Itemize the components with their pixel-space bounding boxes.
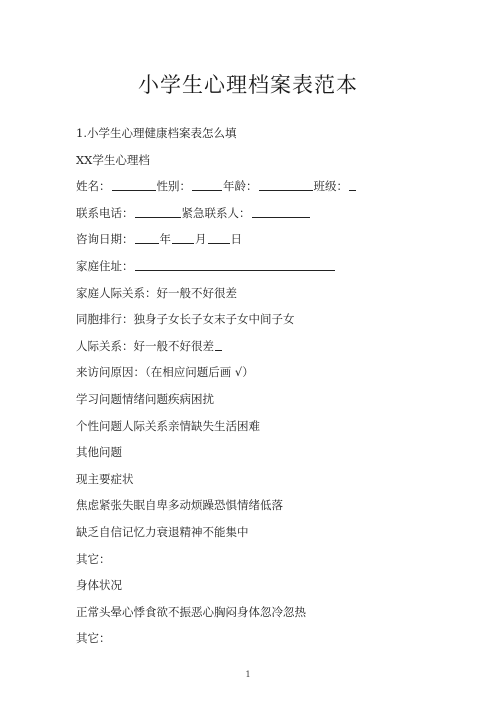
- interpersonal-blank: [215, 338, 222, 351]
- text-line: [76, 280, 436, 307]
- name-label: 姓名：: [76, 179, 111, 194]
- year-label: 年: [159, 232, 171, 247]
- symptom-options-1: 焦虑紧张失眠自卑多动烦躁恐惧情绪低落: [76, 498, 283, 513]
- symptoms-other: 其它：: [76, 551, 111, 566]
- address-label: 家庭住址：: [76, 258, 134, 273]
- page-number: 1: [245, 670, 251, 679]
- class-blank: [349, 178, 356, 191]
- phone-label: 联系电话：: [76, 205, 134, 220]
- reason-options-2: 个性问题人际关系亲情缺失生活困难: [76, 418, 260, 433]
- sibling-order: 同胞排行：独身子女长子女末子女中间子女: [76, 312, 295, 327]
- emergency-contact-label: 紧急联系人：: [181, 205, 251, 220]
- text-line: [76, 466, 436, 493]
- text-line: [76, 439, 436, 466]
- text-line: [76, 546, 436, 573]
- address-blank: [135, 258, 335, 271]
- family-relations: 家庭人际关系：好一般不好很差: [76, 285, 237, 300]
- text-line: [76, 492, 436, 519]
- visit-reason: 来访问原因：（在相应问题后画 √）: [76, 365, 254, 380]
- gender-label: 性别：: [156, 179, 191, 194]
- contact-line: [76, 200, 436, 227]
- consult-date-line: [76, 226, 436, 253]
- name-blank: [112, 178, 156, 191]
- reason-options-1: 学习问题情绪问题疾病困扰: [76, 391, 214, 406]
- section-heading: 1.小学生心理健康档案表怎么填: [76, 126, 237, 140]
- text-line: [76, 120, 436, 147]
- month-blank: [172, 231, 194, 244]
- text-line: [76, 359, 436, 386]
- consult-date-label: 咨询日期：: [76, 232, 134, 247]
- day-label: 日: [230, 232, 242, 247]
- document-body: [76, 120, 436, 652]
- text-line: [76, 413, 436, 440]
- text-line: [76, 306, 436, 333]
- text-line: [76, 147, 436, 174]
- physical-other: 其它：: [76, 631, 111, 646]
- archive-title: XX学生心理档: [76, 152, 150, 167]
- phone-blank: [135, 205, 181, 218]
- text-line: [76, 599, 436, 626]
- physical-heading: 身体状况: [76, 578, 122, 593]
- document-title: 小学生心理档案表范本: [138, 73, 358, 97]
- name-gender-age-class-line: [76, 173, 436, 200]
- physical-options: 正常头晕心悸食欲不振恶心胸闷身体忽冷忽热: [76, 604, 306, 619]
- other-problems: 其他问题: [76, 445, 122, 460]
- text-line: [76, 572, 436, 599]
- age-label: 年龄：: [223, 179, 258, 194]
- age-blank: [259, 178, 313, 191]
- year-blank: [135, 231, 159, 244]
- text-line: [76, 519, 436, 546]
- class-label: 班级：: [313, 179, 348, 194]
- text-line: [76, 386, 436, 413]
- address-line: [76, 253, 436, 280]
- interpersonal-relations: 人际关系：好一般不好很差: [76, 338, 214, 353]
- gender-blank: [192, 178, 222, 191]
- day-blank: [208, 231, 230, 244]
- emergency-contact-blank: [252, 205, 310, 218]
- symptom-options-2: 缺乏自信记忆力衰退精神不能集中: [76, 524, 249, 539]
- text-line: [76, 333, 436, 360]
- month-label: 月: [195, 232, 207, 247]
- symptoms-heading: 现主要症状: [76, 471, 134, 486]
- text-line: [76, 625, 436, 652]
